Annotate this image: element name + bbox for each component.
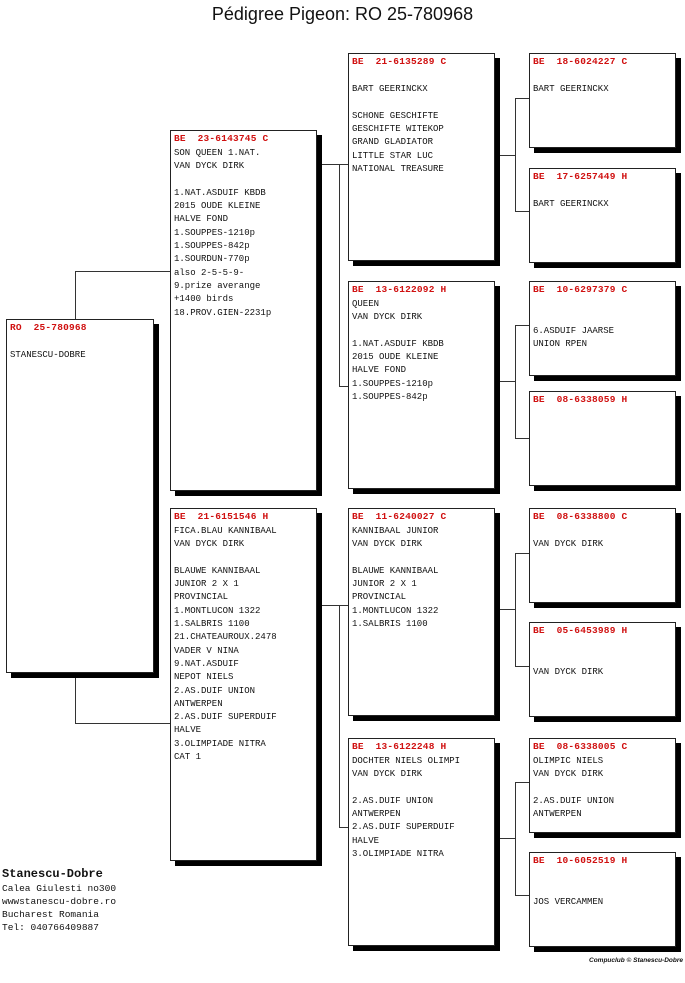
pedigree-line: VAN DYCK DIRK: [174, 161, 245, 172]
pedigree-line: [352, 70, 491, 83]
pedigree-line: LITTLE STAR LUC: [352, 150, 434, 161]
connector: [515, 98, 530, 99]
software-credit: Compuclub © Stanescu-Dobre: [589, 957, 683, 964]
connector: [515, 553, 516, 666]
pedigree-line: 2.AS.DUIF SUPERDUIF: [174, 712, 277, 723]
pedigree-line: 21.CHATEAUROUX.2478: [174, 632, 277, 643]
sdd-card: [529, 391, 676, 486]
ring-number: RO 25-780968: [10, 322, 87, 333]
ring-number: BE 05-6453989 H: [533, 625, 628, 636]
pedigree-line: 9.prize averange: [174, 280, 261, 291]
pedigree-line: 1.NAT.ASDUIF KBDB: [174, 187, 266, 198]
pedigree-line: 1.SOUPPES-1210p: [352, 378, 434, 389]
connector: [515, 325, 530, 326]
pedigree-line: PROVINCIAL: [352, 592, 407, 603]
pedigree-line: [533, 652, 672, 665]
pedigree-line: 1.SALBRIS 1100: [352, 619, 428, 630]
breeder-website: wwwstanescu-dobre.ro: [2, 896, 117, 907]
pedigree-line: UNION RPEN: [533, 338, 588, 349]
pedigree-line: VAN DYCK DIRK: [174, 539, 245, 550]
pedigree-line: [533, 70, 672, 83]
ring-number: BE 10-6052519 H: [533, 855, 628, 866]
pedigree-line: VAN DYCK DIRK: [533, 539, 604, 550]
pedigree-line: FICA.BLAU KANNIBAAL: [174, 526, 277, 536]
pedigree-line: 2.AS.DUIF UNION: [533, 795, 615, 806]
connector: [515, 666, 530, 667]
pedigree-line: [533, 882, 672, 895]
pedigree-line: JUNIOR 2 X 1: [174, 579, 239, 590]
pedigree-line: [533, 869, 672, 882]
ring-number: BE 08-6338059 H: [533, 394, 628, 405]
dds-card: [529, 738, 676, 833]
sds-card: [529, 281, 676, 376]
pedigree-line: VAN DYCK DIRK: [352, 539, 423, 550]
pedigree-line: [352, 97, 491, 110]
pedigree-line: PROVINCIAL: [174, 592, 229, 603]
connector: [515, 782, 516, 895]
pedigree-line: [533, 639, 672, 652]
ring-number: BE 23-6143745 C: [174, 133, 269, 144]
pedigree-line: ANTWERPEN: [533, 809, 582, 820]
ring-number: BE 17-6257449 H: [533, 171, 628, 182]
pedigree-line: [533, 525, 672, 538]
ring-number: BE 18-6024227 C: [533, 56, 628, 67]
connector: [496, 155, 515, 156]
connector: [515, 895, 530, 896]
pedigree-line: +1400 birds: [174, 294, 234, 305]
ring-number: BE 10-6297379 C: [533, 284, 628, 295]
page-title: Pédigree Pigeon: RO 25-780968: [211, 4, 474, 24]
pedigree-line: [10, 336, 150, 349]
connector: [496, 381, 515, 382]
pedigree-line: 3.OLIMPIADE NITRA: [352, 849, 444, 860]
dsd-card: [529, 622, 676, 717]
pedigree-line: [533, 311, 672, 324]
ring-number: BE 13-6122248 H: [352, 741, 447, 752]
ring-number: BE 21-6151546 H: [174, 511, 269, 522]
pedigree-line: BART GEERINCKX: [533, 84, 609, 95]
pedigree-line: 1.SOUPPES-842p: [174, 241, 250, 252]
pedigree-line: 18.PROV.GIEN-2231p: [174, 307, 272, 318]
connector: [515, 553, 530, 554]
pedigree-line: CAT 1: [174, 752, 202, 763]
connector: [515, 782, 530, 783]
ring-number: BE 08-6338005 C: [533, 741, 628, 752]
pedigree-line: JOS VERCAMMEN: [533, 896, 604, 907]
pedigree-line: KANNIBAAL JUNIOR: [352, 526, 439, 536]
pedigree-line: BART GEERINCKX: [533, 199, 609, 210]
breeder-address: Calea Giulesti no300: [2, 883, 117, 894]
ring-number: BE 11-6240027 C: [352, 511, 447, 522]
pedigree-line: VAN DYCK DIRK: [533, 666, 604, 677]
sire-card: [170, 130, 317, 491]
breeder-contact: [2, 866, 116, 934]
connector: [515, 438, 530, 439]
pedigree-line: 1.NAT.ASDUIF KBDB: [352, 338, 444, 349]
pedigree-line: 2015 OUDE KLEINE: [174, 201, 261, 212]
ring-number: BE 21-6135289 C: [352, 56, 447, 67]
ssd-card: [529, 168, 676, 263]
pedigree-line: 2.AS.DUIF UNION: [352, 795, 434, 806]
pedigree-line: BLAUWE KANNIBAAL: [174, 565, 261, 576]
pedigree-line: VAN DYCK DIRK: [533, 769, 604, 780]
pedigree-line: VAN DYCK DIRK: [352, 312, 423, 323]
pedigree-line: 2.AS.DUIF SUPERDUIF: [352, 822, 455, 833]
pedigree-line: [174, 552, 313, 565]
subject-card: [6, 319, 154, 673]
breeder-name: Stanescu-Dobre: [2, 867, 103, 881]
connector: [496, 838, 515, 839]
pedigree-line: GESCHIFTE WITEKOP: [352, 124, 444, 135]
breeder-phone: Tel: 040766409887: [2, 922, 99, 933]
connector: [515, 211, 530, 212]
pedigree-line: QUEEN: [352, 299, 380, 309]
pedigree-line: HALVE: [352, 835, 380, 846]
pedigree-line: BART GEERINCKX: [352, 84, 428, 95]
connector: [339, 164, 340, 386]
connector: [496, 609, 515, 610]
pedigree-line: [533, 185, 672, 198]
pedigree-line: NATIONAL TREASURE: [352, 164, 444, 175]
connector: [515, 98, 516, 211]
connector: [322, 164, 349, 165]
pedigree-line: DOCHTER NIELS OLIMPI: [352, 756, 461, 766]
pedigree-line: [533, 298, 672, 311]
sire-dam-card: [348, 281, 495, 489]
connector: [339, 605, 340, 827]
pedigree-line: 6.ASDUIF JAARSE: [533, 325, 615, 336]
pedigree-line: BLAUWE KANNIBAAL: [352, 565, 439, 576]
pedigree-line: STANESCU-DOBRE: [10, 350, 86, 361]
pedigree-line: [352, 782, 491, 795]
pedigree-line: 2015 OUDE KLEINE: [352, 352, 439, 363]
pedigree-line: also 2-5-5-9-: [174, 267, 245, 278]
pedigree-line: 1.SOUPPES-842p: [352, 392, 428, 403]
pedigree-line: GRAND GLADIATOR: [352, 137, 434, 148]
pedigree-line: HALVE FOND: [174, 214, 229, 225]
pedigree-line: VAN DYCK DIRK: [352, 769, 423, 780]
dam-sire-card: [348, 508, 495, 716]
dam-dam-card: [348, 738, 495, 946]
pedigree-line: OLIMPIC NIELS: [533, 756, 604, 766]
pedigree-line: HALVE FOND: [352, 365, 407, 376]
pedigree-line: 2.AS.DUIF UNION: [174, 685, 256, 696]
dam-card: [170, 508, 317, 861]
pedigree-line: 1.SALBRIS 1100: [174, 619, 250, 630]
connector: [75, 723, 171, 724]
pedigree-line: 1.MONTLUCON 1322: [352, 605, 439, 616]
sire-sire-card: [348, 53, 495, 261]
pedigree-line: 9.NAT.ASDUIF: [174, 658, 239, 669]
pedigree-line: [533, 782, 672, 795]
ring-number: BE 08-6338800 C: [533, 511, 628, 522]
ddd-card: [529, 852, 676, 947]
pedigree-line: ANTWERPEN: [174, 698, 223, 709]
connector: [515, 325, 516, 438]
connector: [75, 271, 171, 272]
pedigree-line: ANTWERPEN: [352, 809, 401, 820]
dss-card: [529, 508, 676, 603]
pedigree-line: SON QUEEN 1.NAT.: [174, 148, 261, 158]
sss-card: [529, 53, 676, 148]
pedigree-line: [352, 325, 491, 338]
breeder-city: Bucharest Romania: [2, 909, 99, 920]
pedigree-line: [174, 174, 313, 187]
pedigree-line: 1.SOUPPES-1210p: [174, 227, 256, 238]
pedigree-line: HALVE: [174, 725, 202, 736]
pedigree-line: NEPOT NIELS: [174, 672, 234, 683]
pedigree-line: [352, 552, 491, 565]
pedigree-line: SCHONE GESCHIFTE: [352, 110, 439, 121]
ring-number: BE 13-6122092 H: [352, 284, 447, 295]
pedigree-line: VADER V NINA: [174, 645, 239, 656]
connector: [322, 605, 349, 606]
pedigree-line: 3.OLIMPIADE NITRA: [174, 738, 266, 749]
pedigree-line: 1.SOURDUN-770p: [174, 254, 250, 265]
pedigree-line: JUNIOR 2 X 1: [352, 579, 417, 590]
pedigree-line: 1.MONTLUCON 1322: [174, 605, 261, 616]
